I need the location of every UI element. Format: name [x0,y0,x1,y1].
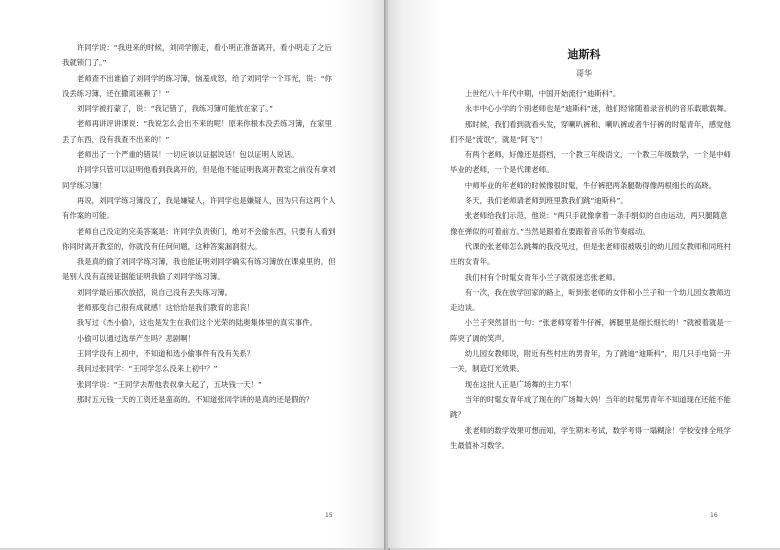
paragraph: 老师再讲评讲课说：“我说怎么会出不来的呢！原来你根本没丢练习簿，在家里丢了东西，没有我查不出来的！” [62,119,332,144]
paragraph: 王同学没有上初中，不知道和选小偷事件有没有关系？ [76,348,255,358]
paragraph: 许同学只管可以证明他看到我离开的，但是他不能证明我离开教室之前没有拿刘同学练习簿！ [62,165,336,190]
paragraph: 张老师的数学效果可想而知，学生期末考试，数学考得一塌糊涂！学校安排全班学生最值补习数学。 [450,425,731,450]
paragraph: 有两个老师，好像还是搭档，一个教三年级语文，一个教三年级数学，一个是中师毕业的老师，一个是代课老师。 [450,150,731,175]
paragraph: 我是真的偷了刘同学练习簿，我也能证明刘同学确实有练习簿放在课桌里的，但是别人没有直接证据能证明我偷了刘同学练习簿。 [62,257,336,282]
paragraph: 那时候，我们看到就看头发，穿喇叭裤和、喇叭裤或者牛仔裤的时髦青年，感觉他们不是“流氓”，就是“阿飞”！ [450,119,731,144]
left-page-body [62,40,336,407]
article-title: 迪斯科 [567,48,601,61]
right-page-body [450,86,734,453]
paragraph: 小兰子突然冒出一句：“张老师穿着牛仔裤，裤腿里是细长细长的！”就被着就是一阵突了调的笑声。 [450,318,732,343]
paragraph: 上世纪八十年代中期，中国开始流行“迪斯科”。 [464,89,621,98]
paragraph: 永丰中心小学的个别老师也是“迪斯科”迷，他们经常随着录音机的音乐载歌载舞。 [464,104,732,114]
paragraph: 刘同学被打蒙了，说：“我记错了，我练习簿可能放在家了。” [76,104,273,114]
paragraph: 我写过《杰小偷》，这也是发生在我们这个光荣的陆奥集体里的真实事件。 [76,318,317,328]
paragraph: 我们村有个时髦女青年小兰子就很迷恋张老师。 [464,272,621,282]
right-page-number: 16 [710,512,718,519]
paragraph: 我问过张同学：“王同学怎么没来上初中？” [76,364,218,374]
paragraph: 老师查不出谁偷了刘同学的练习簿，恼羞成怒，给了刘同学一个耳光，说：“你没丢练习簿，还在撒谎诬赖了！” [62,73,332,98]
paragraph: 许同学说：“我进来的时候，刘同学刚走，看小明正准备离开，看小明走了之后我就锁门了。” [62,43,332,68]
left-page-number: 15 [325,512,333,519]
paragraph: 老师出了一个严重的错误！一切应该以证据说话！包以证明人说话。 [76,150,299,160]
paragraph: 张同学说：“王同学去帮他表叔拿大起了，五块钱一天！” [76,379,262,389]
paragraph: 幼儿园女教师说，附近有些村庄的男青年，为了跳迪“迪斯科”，用几只手电筒一开一关，制造灯光效果。 [450,349,732,374]
paragraph: 再说，刘同学练习簿没了，我是嫌疑人，许同学也是嫌疑人，因为只有这两个人有作案的可能。 [62,195,336,221]
article-author: 哥华 [576,69,592,78]
paragraph: 那时五元钱一天的工资还是蛮高的。不知道张同学讲的是真的还是假的？ [76,394,314,404]
paragraph: 现在这批人正是广场舞的主力军！ [464,379,576,389]
paragraph: 老师自己没定的完美答案是：许同学负责锁门，绝对不会偷东西，只要有人看到你同时离开教室的，你就没有任何问题，这种答案漏洞很大。 [62,226,336,251]
paragraph: 张老师给我们示范，他说：“两只手就像拿着一条手绢似的自由运动，两只腿随意像在弹似的可着前方。”当然是跟着在要跟着音乐的节奏摇动。 [450,211,728,236]
paragraph: 刘同学最后那次放招，说自己没有丢失练习簿。 [76,287,233,297]
paragraph: 有一次，我在放学回家的路上，听到张老师的女伴和小兰子和一个幼儿园女教师边走边谈。 [450,287,731,313]
right-page [388,0,780,548]
left-page [0,0,386,548]
paragraph: 当年的时髦女青年成了现在的广场舞大妈！当年的时髦男青年不知道现在还能不能跳？ [450,394,731,420]
paragraph: 代课的张老师怎么跳舞的我没见过，但是张老师很被吸引的幼儿园女教师和同班村庄的女青年。 [450,241,731,267]
paragraph: 老师那变自己很有成就感！这恰恰是我们教育的悲哀！ [76,303,255,313]
paragraph: 冬天，我们老师请老师到班里教我们跳“迪斯科”。 [464,196,628,206]
paragraph: 小偷可以通过选举产生吗？悲剧啊！ [76,333,196,343]
paragraph: 中师毕业的年老师的时候像很时髦，牛仔裤把两条腿勒得像两根细长的高跷。 [464,180,717,190]
